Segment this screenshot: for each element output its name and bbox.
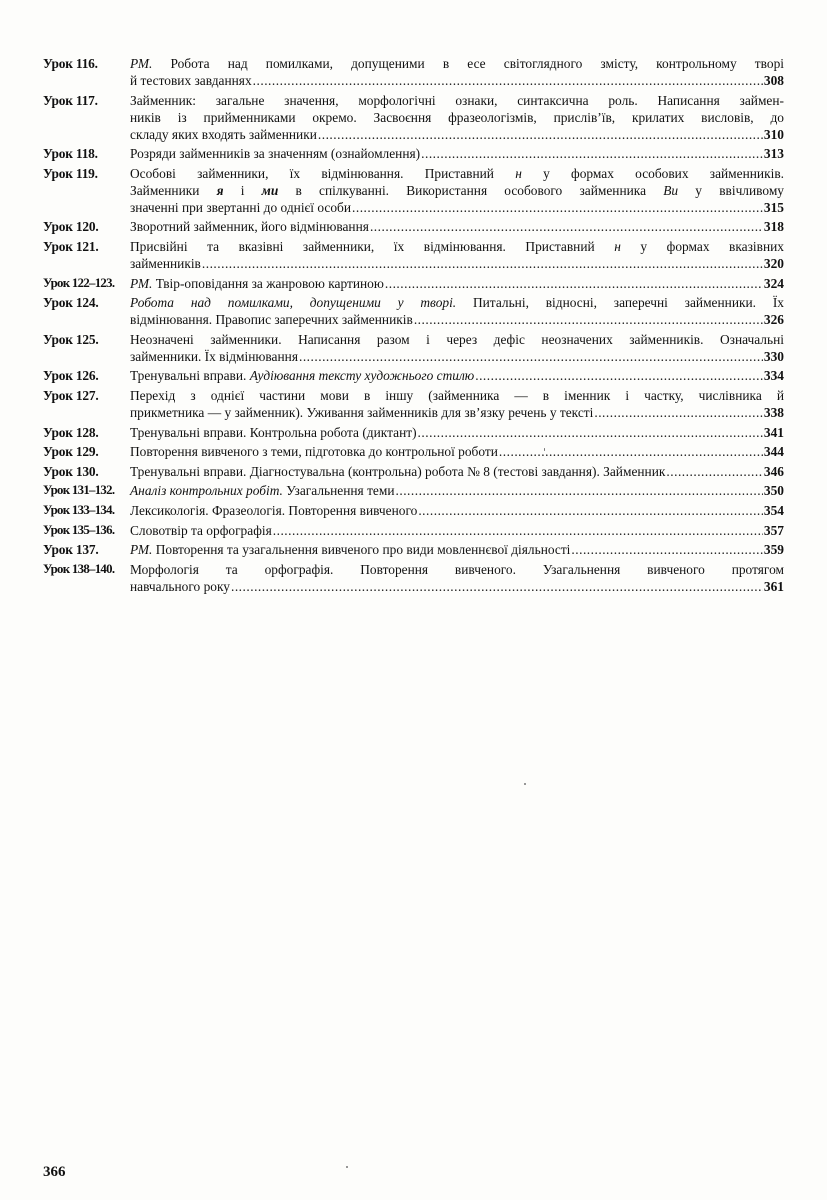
toc-entry xyxy=(43,387,784,421)
title-segment: Присвійні та вказівні займенники, їх відмінювання. Приставний xyxy=(130,238,615,254)
lesson-label: Урок 130. xyxy=(43,463,99,479)
title-text xyxy=(130,578,230,595)
dot-leader xyxy=(414,311,763,328)
title-segment: РМ. xyxy=(130,542,153,558)
lesson-title xyxy=(130,522,784,539)
title-line xyxy=(130,387,784,404)
title-last-line xyxy=(130,311,784,328)
title-segment: Тренувальні вправи. Діагностувальна (контрольна) робота № 8 (тестові завдання). Займенник xyxy=(130,463,666,479)
toc-entry xyxy=(43,218,784,235)
title-segment: РМ. xyxy=(130,56,153,71)
lesson-title xyxy=(130,275,784,292)
title-segment: Питальні, відносні, заперечні займенники. Їх xyxy=(456,295,784,311)
title-text xyxy=(130,145,420,162)
title-segment: я xyxy=(216,182,224,198)
title-last-line xyxy=(130,275,784,292)
table-of-contents xyxy=(43,55,784,595)
dot-leader xyxy=(571,541,763,558)
title-last-line xyxy=(130,522,784,539)
lesson-label: Урок 135–136. xyxy=(43,522,115,537)
toc-entry xyxy=(43,55,784,89)
title-line xyxy=(130,55,784,72)
dot-leader xyxy=(202,255,763,272)
title-segment: у формах особових займенників. xyxy=(521,165,784,181)
lesson-title xyxy=(130,463,784,480)
title-line xyxy=(130,294,784,311)
toc-entry xyxy=(43,482,784,499)
title-text xyxy=(130,311,413,328)
page-ref: 359 xyxy=(763,542,784,558)
title-line xyxy=(130,561,784,578)
title-segment: Перехід з однієї частини мови в іншу (займенника — в іменник і частку, числівника й xyxy=(130,387,784,403)
title-segment: відмінювання. Правопис заперечних займенників xyxy=(130,312,413,328)
page-ref: 308 xyxy=(763,73,784,88)
toc-entry xyxy=(43,424,784,441)
page-ref: 354 xyxy=(763,502,784,518)
page-ref: 350 xyxy=(763,483,784,499)
lesson-title xyxy=(130,443,784,460)
title-segment: Особові займенники, їх відмінювання. Приставний xyxy=(130,165,516,181)
dot-leader xyxy=(299,348,763,365)
title-last-line xyxy=(130,578,784,595)
page-ref: 361 xyxy=(763,578,784,594)
lesson-label: Урок 128. xyxy=(43,424,99,440)
title-line xyxy=(130,92,784,109)
title-segment: в спілкуванні. Використання особового займенника xyxy=(278,182,664,198)
title-segment: Лексикологія. Фразеологія. Повторення вивченого xyxy=(130,502,418,518)
title-text xyxy=(130,367,474,384)
lesson-label: Урок 118. xyxy=(43,146,98,162)
lesson-title xyxy=(130,367,784,384)
toc-entry xyxy=(43,463,784,480)
dot-leader xyxy=(231,578,763,595)
toc-entry xyxy=(43,541,784,558)
title-segment: Повторення та узагальнення вивченого про види мовленнєвої діяльності xyxy=(152,542,571,558)
page-ref: 320 xyxy=(763,255,784,271)
lesson-title xyxy=(130,294,784,328)
title-segment: Повторення вивченого з теми, підготовка до контрольної роботи xyxy=(130,444,498,460)
scan-speck xyxy=(524,783,526,785)
dot-leader xyxy=(475,367,763,384)
title-last-line xyxy=(130,482,784,499)
lesson-title xyxy=(130,92,784,143)
title-line xyxy=(130,331,784,348)
lesson-label: Урок 137. xyxy=(43,542,99,558)
title-segment: Узагальнення теми xyxy=(282,483,395,499)
dot-leader xyxy=(666,463,763,480)
title-segment: складу яких входять займенники xyxy=(130,126,317,142)
toc-entry xyxy=(43,145,784,162)
title-segment: Розряди займенників за значенням (ознайомлення) xyxy=(130,146,421,162)
lesson-title xyxy=(130,561,784,595)
dot-leader xyxy=(253,72,763,89)
title-last-line xyxy=(130,424,784,441)
page-ref: 334 xyxy=(763,368,784,384)
dot-leader xyxy=(418,424,763,441)
dot-leader xyxy=(370,218,763,235)
title-segment: Тренувальні вправи. xyxy=(130,368,250,384)
title-last-line xyxy=(130,145,784,162)
title-segment: Аналіз контрольних робіт. xyxy=(130,483,283,499)
title-segment: прикметника — у займенник). Уживання займенників для зв’язку речень у тексті xyxy=(130,404,594,420)
dot-leader xyxy=(594,404,763,421)
lesson-title xyxy=(130,387,784,421)
dot-leader xyxy=(385,275,763,292)
toc-entry xyxy=(43,92,784,143)
page-ref: 344 xyxy=(763,444,784,460)
title-segment: Зворотний займенник, його відмінювання xyxy=(130,219,369,235)
title-segment: Займенник: загальне значення, морфологічні ознаки, синтаксична роль. Написання займен- xyxy=(130,92,784,108)
title-line xyxy=(130,182,784,199)
lesson-label: Урок 121. xyxy=(43,238,99,254)
toc-entry xyxy=(43,522,784,539)
page-ref: 326 xyxy=(763,312,784,328)
title-segment: н xyxy=(515,165,522,181)
title-segment: н xyxy=(614,238,621,254)
title-last-line xyxy=(130,367,784,384)
toc-entry xyxy=(43,165,784,216)
lesson-title xyxy=(130,218,784,235)
dot-leader xyxy=(396,482,763,499)
title-segment: РМ. xyxy=(130,275,153,291)
title-segment: навчального року xyxy=(130,578,230,594)
lesson-label: Урок 117. xyxy=(43,92,98,108)
title-text xyxy=(130,424,417,441)
page-ref: 330 xyxy=(763,348,784,364)
title-segment: Аудіювання тексту художнього стилю xyxy=(249,368,475,384)
title-last-line xyxy=(130,72,784,89)
title-segment: у формах вказівних xyxy=(620,238,784,254)
title-last-line xyxy=(130,199,784,216)
page-ref: 341 xyxy=(763,424,784,440)
title-text xyxy=(130,443,498,460)
lesson-label: Урок 125. xyxy=(43,331,99,347)
page-ref: 338 xyxy=(763,404,784,420)
lesson-label: Урок 126. xyxy=(43,368,99,384)
toc-entry xyxy=(43,294,784,328)
title-segment: Займенники xyxy=(130,182,217,198)
toc-entry xyxy=(43,367,784,384)
lesson-label: Урок 133–134. xyxy=(43,502,115,517)
page-ref: 313 xyxy=(763,146,784,162)
title-segment: займенників xyxy=(130,255,201,271)
title-segment: Твір-оповідання за жанровою картиною xyxy=(152,275,384,291)
toc-entry xyxy=(43,275,784,292)
page-ref: 324 xyxy=(763,275,784,291)
lesson-label: Урок 127. xyxy=(43,387,99,403)
page-ref: 315 xyxy=(763,199,784,215)
toc-entry xyxy=(43,331,784,365)
toc-entry xyxy=(43,238,784,272)
title-segment: Словотвір та орфографія xyxy=(130,522,272,538)
title-segment: Неозначені займенники. Написання разом і через дефіс неозначених займенників. Означальні xyxy=(130,331,784,347)
title-segment: Ви xyxy=(663,182,679,198)
lesson-title xyxy=(130,502,784,519)
title-text xyxy=(130,463,665,480)
lesson-title xyxy=(130,541,784,558)
toc-entry xyxy=(43,561,784,595)
title-segment: ми xyxy=(261,182,279,198)
title-segment: Морфологія та орфографія. Повторення вивченого. Узагальнення вивченого протягом xyxy=(130,561,784,577)
toc-entry xyxy=(43,502,784,519)
lesson-label: Урок 124. xyxy=(43,295,99,311)
lesson-label: Урок 131–132. xyxy=(43,483,115,498)
title-segment: займенники. Їх відмінювання xyxy=(130,348,298,364)
title-last-line xyxy=(130,463,784,480)
title-last-line xyxy=(130,126,784,143)
toc-entry xyxy=(43,443,784,460)
lesson-title xyxy=(130,424,784,441)
title-text xyxy=(130,72,252,89)
title-last-line xyxy=(130,404,784,421)
title-segment: значенні при звертанні до однієї особи xyxy=(130,199,351,215)
title-last-line xyxy=(130,443,784,460)
title-text xyxy=(130,275,384,292)
title-text xyxy=(130,255,201,272)
title-segment: Тренувальні вправи. Контрольна робота (диктант) xyxy=(130,424,417,440)
page-number: 366 xyxy=(43,1164,66,1180)
lesson-title xyxy=(130,55,784,89)
title-segment: у ввічливому xyxy=(678,182,784,198)
lesson-title xyxy=(130,145,784,162)
dot-leader xyxy=(499,443,763,460)
title-text xyxy=(130,126,317,143)
title-segment: й тестових завданнях xyxy=(130,73,252,88)
title-segment: Робота над помилками, допущеними у творі. xyxy=(130,295,457,311)
title-last-line xyxy=(130,348,784,365)
title-last-line xyxy=(130,541,784,558)
scan-speck xyxy=(544,448,545,451)
lesson-label: Урок 138–140. xyxy=(43,561,115,576)
title-text xyxy=(130,522,272,539)
scan-speck xyxy=(346,1166,348,1168)
title-last-line xyxy=(130,218,784,235)
title-text xyxy=(130,404,593,421)
title-line xyxy=(130,165,784,182)
lesson-title xyxy=(130,482,784,499)
dot-leader xyxy=(318,126,763,143)
page-ref: 357 xyxy=(763,522,784,538)
title-text xyxy=(130,482,395,499)
lesson-title xyxy=(130,165,784,216)
dot-leader xyxy=(352,199,763,216)
title-segment: і xyxy=(223,182,262,198)
lesson-label: Урок 129. xyxy=(43,444,99,460)
title-line xyxy=(130,238,784,255)
title-last-line xyxy=(130,255,784,272)
dot-leader xyxy=(418,502,763,519)
title-text xyxy=(130,199,351,216)
title-text xyxy=(130,502,417,519)
dot-leader xyxy=(273,522,763,539)
title-text xyxy=(130,541,570,558)
title-text xyxy=(130,348,298,365)
page-ref: 318 xyxy=(763,219,784,235)
lesson-title xyxy=(130,238,784,272)
title-last-line xyxy=(130,502,784,519)
lesson-label: Урок 122–123. xyxy=(43,275,115,290)
title-segment: Робота над помилками, допущеними в есе світоглядного змісту, контрольному творі xyxy=(152,56,784,71)
page-ref: 310 xyxy=(763,126,784,142)
title-text xyxy=(130,218,369,235)
lesson-label: Урок 119. xyxy=(43,165,98,181)
lesson-title xyxy=(130,331,784,365)
dot-leader xyxy=(421,145,763,162)
title-segment: ників із прийменниками окремо. Засвоєння фразеологізмів, прислів’їв, крилатих висловів, до xyxy=(130,109,784,125)
page-ref: 346 xyxy=(763,463,784,479)
lesson-label: Урок 120. xyxy=(43,219,99,235)
lesson-label: Урок 116. xyxy=(43,56,98,71)
title-line xyxy=(130,109,784,126)
